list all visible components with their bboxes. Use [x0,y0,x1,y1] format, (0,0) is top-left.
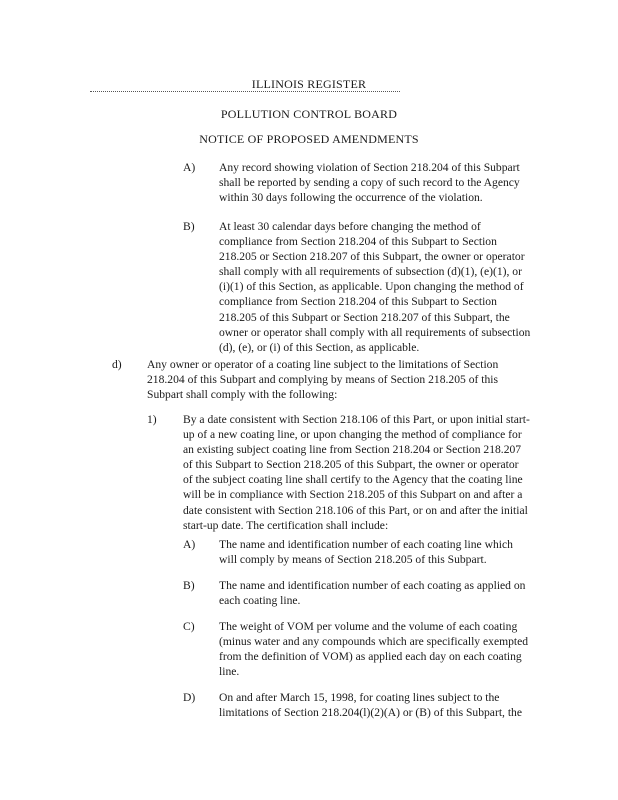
text-line: compliance from Section 218.204 of this Subpart to Section [219,235,497,249]
text-line: start-up date. The certification shall include: [183,518,389,532]
text-line: 218.205 or Section 218.207 of this Subpart, the owner or operator [219,250,525,264]
board-title: POLLUTION CONTROL BOARD [220,107,398,121]
item-b-text [219,219,530,355]
register-title: ILLINOIS REGISTER [251,77,367,91]
item-d1c-label: C) [183,620,195,633]
text-line: will comply by means of Section 218.205 of this Subpart. [219,553,487,567]
text-line: (i)(1) of this Section, as applicable. Upon changing the method of [219,280,524,294]
text-line: owner or operator shall comply with all requirements of subsection [219,325,531,339]
text-line: At least 30 calendar days before changing the method of [219,220,481,233]
text-line: up of a new coating line, or upon changing the method of compliance for [183,428,522,442]
text-line: (d), (e), or (i) of this Section, as applicable. [219,340,420,354]
text-line: each coating line. [219,594,301,608]
text-line: shall be reported by sending a copy of such record to the Agency [219,176,520,190]
item-d-label: d) [112,358,122,371]
item-d1-label: 1) [147,413,157,426]
text-line: 218.204 of this Subpart and complying by means of Section 218.205 of this [147,373,498,387]
item-d1c-text [219,619,528,679]
text-line: 218.205 of this Subpart or Section 218.207 of this Subpart, the [219,310,510,324]
text-line: date consistent with Section 218.106 of this Part, or on and after the initial [183,503,528,517]
text-line: limitations of Section 218.204(l)(2)(A) or (B) of this Subpart, the [219,706,522,720]
text-line: Any record showing violation of Section 218.204 of this Subpart [219,161,520,174]
text-line: from the definition of VOM) as applied each day on each coating [219,650,522,664]
item-d1b-text [219,578,525,608]
item-d1-text [183,412,530,533]
text-line: line. [219,665,240,679]
item-d1d-text [219,690,522,720]
text-line: On and after March 15, 1998, for coating lines subject to the [219,691,500,704]
notice-title: NOTICE OF PROPOSED AMENDMENTS [199,132,419,146]
item-a-label: A) [183,161,196,174]
text-line: of this Subpart to Section 218.205 of this Subpart, the owner or operator [183,458,519,472]
item-d1a-label: A) [183,538,196,551]
item-d1a-text [219,537,513,567]
header-rule [90,91,400,92]
text-line: By a date consistent with Section 218.106 of this Part, or upon initial start- [183,413,530,426]
text-line: Any owner or operator of a coating line subject to the limitations of Section [147,358,499,371]
item-d-text [147,357,498,402]
text-line: The weight of VOM per volume and the volume of each coating [219,620,518,633]
item-a-text [219,160,520,205]
text-line: will be in compliance with Section 218.205 of this Subpart on and after a [183,488,523,502]
text-line: within 30 days following the occurrence of the violation. [219,191,483,205]
item-d1b-label: B) [183,579,195,592]
text-line: shall comply with all requirements of subsection (d)(1), (e)(1), or [219,265,522,279]
text-line: The name and identification number of each coating line which [219,538,513,551]
item-d1d-label: D) [183,691,196,704]
text-line: The name and identification number of each coating as applied on [219,579,526,592]
text-line: Subpart shall comply with the following: [147,388,338,402]
text-line: compliance from Section 218.204 of this Subpart to Section [219,295,497,309]
text-line: an existing subject coating line from Section 218.204 or Section 218.207 [183,443,522,457]
item-b-label: B) [183,220,195,233]
text-line: of the subject coating line shall certify to the Agency that the coating line [183,473,523,487]
text-line: (minus water and any compounds which are specifically exempted [219,635,529,649]
